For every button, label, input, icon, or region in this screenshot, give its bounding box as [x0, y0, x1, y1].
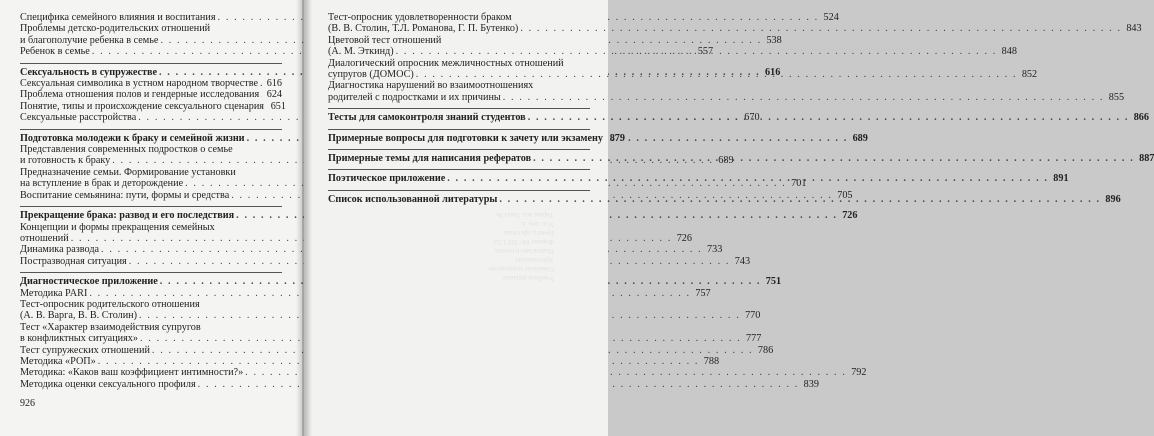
- toc-page-number: 524: [823, 12, 839, 23]
- section-divider: [328, 149, 590, 150]
- toc-entry-title: Список использованной литературы: [328, 193, 498, 205]
- toc-page-number: 726: [842, 210, 858, 222]
- toc-entry[interactable]: [20, 100, 286, 112]
- toc-entry-title: Специфика семейного влияния и воспитания: [20, 12, 216, 23]
- ghost-line: Учебное издание: [503, 274, 554, 282]
- dot-leader: [396, 46, 997, 57]
- toc-entry[interactable]: [20, 355, 720, 367]
- ghost-line: Хрестоматия: [515, 256, 554, 264]
- toc-page-number: 616: [765, 66, 781, 78]
- toc-page-number: 757: [695, 287, 711, 299]
- toc-page-number: 616: [266, 78, 282, 90]
- toc-entry-title: Предназначение семьи. Формирование установки: [20, 166, 236, 178]
- toc-entry-title: Сексуальность в супружестве: [20, 66, 158, 78]
- toc-page-number: 624: [266, 89, 282, 101]
- toc-entry-title: Тест-опросник родительского отношения: [20, 298, 200, 310]
- section-divider: [20, 206, 282, 207]
- toc-page-number: 887: [1139, 153, 1154, 165]
- toc-entry-title: Воспитание семьянина: пути, формы и средства: [20, 189, 230, 201]
- toc-page-number: 891: [1053, 173, 1069, 185]
- toc-entry-title: (В. В. Столин, Т.Л. Романова, Г. П. Бутенко): [328, 23, 519, 35]
- toc-page-number: 843: [1126, 23, 1142, 35]
- section-divider: [328, 190, 590, 191]
- toc-page-number: 751: [765, 276, 782, 288]
- toc-entry[interactable]: [20, 287, 711, 299]
- toc-entry-title: (А. В. Варга, В. В. Столин): [20, 310, 138, 322]
- toc-entry-title: Диагностическое приложение: [20, 276, 158, 288]
- toc-entry-title: Проблема отношения полов и гендерные исследования: [20, 89, 260, 101]
- toc-page-number: 879: [609, 132, 625, 144]
- ghost-line: Усл. печ. л.: [520, 220, 554, 228]
- toc-entry-title: (А. М. Эткинд): [328, 46, 394, 58]
- toc-entry-title: Динамика развода: [20, 244, 100, 256]
- toc-entry-title: Постразводная ситуация: [20, 255, 127, 267]
- toc-entry-title: и благополучие ребенка в семье: [20, 34, 159, 46]
- section-divider: [20, 272, 282, 273]
- toc-entry-title: Диалогический опросник межличностных отношений: [328, 57, 564, 69]
- toc-entry[interactable]: [20, 378, 819, 390]
- toc-page-number: 852: [1021, 69, 1038, 81]
- toc-entry[interactable]: [328, 80, 1125, 103]
- toc-entry-title: Методика оценки сексуального профиля: [20, 378, 196, 390]
- toc-entry-title: Тест супружеских отношений: [20, 344, 150, 356]
- toc-page-number: 557: [697, 46, 714, 58]
- toc-entry[interactable]: [20, 367, 867, 379]
- toc-page-number: 866: [1133, 112, 1149, 124]
- section-divider: [328, 169, 590, 170]
- toc-page-number: 788: [703, 355, 720, 367]
- toc-page-number: 689: [718, 155, 734, 167]
- toc-entry-title: Примерные вопросы для подготовки к зачету или экзамену: [328, 132, 603, 144]
- toc-page-number: 705: [837, 189, 853, 201]
- dot-leader: [447, 173, 1048, 184]
- toc-page-number: 792: [851, 367, 867, 379]
- toc-entry[interactable]: [20, 89, 282, 100]
- toc-page-number: 733: [707, 244, 723, 256]
- toc-page-number: 670: [744, 112, 760, 124]
- section-divider: [20, 129, 282, 130]
- dot-leader: [520, 23, 1121, 34]
- toc-entry-title: родителей с подростками и их причины: [328, 91, 501, 103]
- toc-entry-title: Цветовой тест отношений: [328, 34, 442, 46]
- toc-entry-title: на вступление в брак и деторождение: [20, 178, 184, 190]
- toc-entry-title: Методика: «Каков ваш коэффициент интимности?»: [20, 367, 244, 379]
- toc-page-number: 651: [270, 100, 286, 112]
- toc-page-number: 777: [746, 333, 762, 345]
- dot-leader: [528, 112, 1129, 123]
- toc-entry-title: Представления современных подростков о семье: [20, 144, 233, 156]
- toc-entry[interactable]: [20, 78, 282, 89]
- dot-leader: [503, 92, 1104, 103]
- toc-entry-title: Тест «Характер взаимодействия супругов: [20, 321, 201, 333]
- toc-entry-title: супругов (ДОМОС): [328, 69, 414, 81]
- ghost-line: Формат 84×108 1/32: [493, 238, 554, 246]
- toc-entry-title: отношений: [20, 232, 69, 244]
- toc-entry-title: Сексуальные расстройства: [20, 112, 137, 124]
- book-gutter: [296, 0, 312, 436]
- ghost-line: Бумага офсетная: [504, 229, 554, 237]
- toc-page-number: 839: [803, 378, 819, 390]
- toc-page-number: 770: [745, 310, 761, 322]
- page-number: 926: [20, 398, 35, 409]
- ghost-line: Подписано в печать: [494, 247, 554, 255]
- ghost-line: Семейная психология: [488, 265, 554, 273]
- toc-entry-title: Методика «РОП»: [20, 355, 96, 367]
- toc-entry-title: Ребенок в семье: [20, 46, 90, 58]
- toc-entry-title: Концепции и формы прекращения семейных: [20, 221, 215, 233]
- toc-page-number: 743: [734, 255, 751, 267]
- toc-entry-title: в конфликтных ситуациях»: [20, 333, 138, 345]
- toc-page-number: 538: [766, 34, 782, 46]
- toc-entry[interactable]: [20, 321, 762, 345]
- toc-page-number: 689: [852, 132, 868, 144]
- bleed-through-text: [404, 210, 554, 282]
- toc-entry-title: Понятие, типы и происхождение сексуального сценария: [20, 100, 264, 112]
- toc-entry-title: Прекращение брака: развод и его последствия: [20, 210, 235, 222]
- toc-page-number: 855: [1108, 91, 1125, 103]
- toc-entry-title: и готовность к браку: [20, 155, 111, 167]
- toc-page-number: 786: [757, 344, 774, 356]
- section-divider: [328, 108, 590, 109]
- section-divider: [328, 129, 590, 130]
- toc-entry-title: Подготовка молодежи к браку и семейной жизни: [20, 132, 245, 144]
- toc-entry-title: Поэтическое приложение: [328, 173, 446, 185]
- toc-entry-title: Диагностика нарушений во взаимоотношениях: [328, 80, 534, 92]
- toc-page-number: 848: [1001, 46, 1017, 58]
- toc-entry-title: Примерные темы для написания рефератов: [328, 153, 532, 165]
- dot-leader: [499, 194, 1100, 205]
- toc-entry[interactable]: [20, 344, 774, 356]
- toc-entry-title: Проблемы детско-родительских отношений: [20, 23, 211, 35]
- toc-page-number: 726: [676, 232, 692, 244]
- dot-leader: [533, 153, 1134, 167]
- toc-entry-title: Тест-опросник удовлетворенности браком: [328, 12, 512, 23]
- toc-entry-title: Тесты для самоконтроля знаний студентов: [328, 112, 526, 124]
- toc-entry[interactable]: [20, 298, 761, 322]
- section-divider: [20, 63, 282, 64]
- toc-section-heading[interactable]: [328, 132, 625, 144]
- toc-page-number: 896: [1105, 193, 1121, 205]
- dot-leader: [416, 66, 1017, 80]
- toc-page-number: 701: [791, 178, 807, 190]
- ghost-line: Тираж экз. Заказ №: [496, 211, 554, 219]
- toc-entry-title: Сексуальная символика в устном народном творчестве: [20, 78, 258, 90]
- toc-entry-title: Методика PARI: [20, 287, 88, 299]
